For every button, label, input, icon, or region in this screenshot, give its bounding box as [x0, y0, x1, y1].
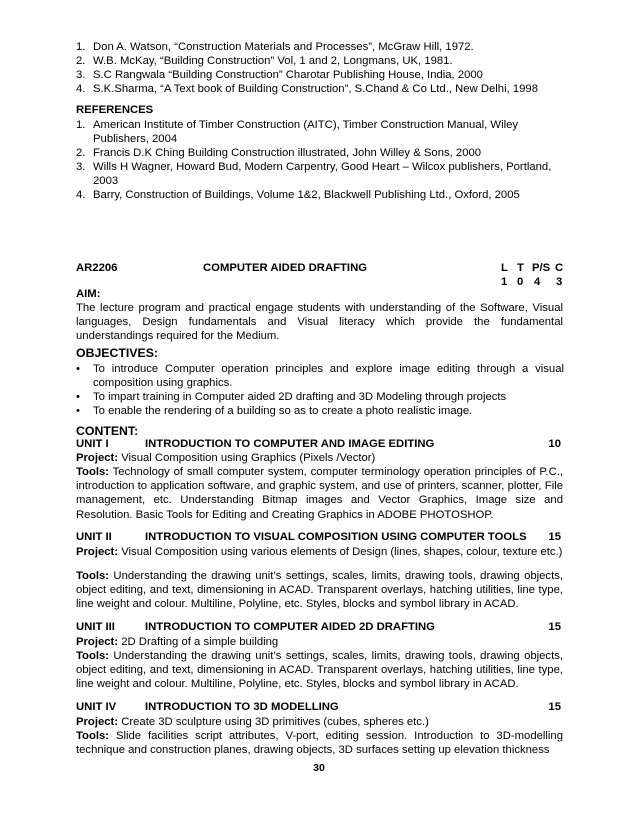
unit-tools: [76, 569, 563, 612]
tools-label: Tools:: [76, 650, 110, 662]
bullet-text: To enable the rendering of a building so as to create a photo realistic image.: [93, 405, 473, 417]
unit-title: INTRODUCTION TO COMPUTER AIDED 2D DRAFTING: [145, 621, 435, 633]
project-label: Project:: [76, 716, 119, 728]
list-text: Wills H Wagner, Howard Bud, Modern Carpentry, Good Heart – Wilcox publishers, Portland, 2003: [93, 161, 552, 187]
bullet-item: [76, 404, 564, 418]
unit-tools: [76, 649, 563, 692]
list-number: 2.: [76, 55, 86, 67]
list-item: [76, 146, 564, 160]
ltpc-value: 1: [501, 276, 508, 288]
project-text: Create 3D sculpture using 3D primitives (cubes, spheres etc.): [121, 716, 429, 728]
unit-number: UNIT I: [76, 438, 109, 450]
ltpc-label: T: [517, 262, 524, 274]
objectives-heading: OBJECTIVES:: [76, 346, 158, 360]
unit-number: UNIT II: [76, 531, 112, 543]
textbook-list: [76, 40, 564, 96]
unit-title: INTRODUCTION TO VISUAL COMPOSITION USING COMPUTER TOOLS: [145, 531, 527, 543]
list-text: S.C Rangwala “Building Construction” Charotar Publishing House, India, 2000: [93, 69, 483, 81]
references-list: [76, 118, 564, 202]
references-heading: REFERENCES: [76, 104, 154, 116]
unit-number: UNIT IV: [76, 701, 117, 713]
course-header: [76, 262, 563, 276]
list-number: 1.: [76, 41, 86, 53]
unit-header: [76, 701, 563, 715]
unit-hours: 10: [548, 438, 561, 450]
bullet-item: [76, 390, 564, 404]
bullet-text: To impart training in Computer aided 2D drafting and 3D Modeling through projects: [93, 391, 507, 403]
project-label: Project:: [76, 636, 119, 648]
bullet-icon: •: [76, 391, 80, 403]
unit-title: INTRODUCTION TO COMPUTER AND IMAGE EDITING: [145, 438, 435, 450]
page-number: 30: [313, 762, 325, 774]
list-item: [76, 82, 564, 96]
unit-header: [76, 438, 563, 452]
bullet-item: [76, 362, 564, 390]
unit-project: [76, 635, 563, 649]
tools-text: Technology of small computer system, computer terminology operation principles of P.C., introduction to application software, and graphic system, and use of printers, scanner, plotter, File management, etc. Understanding Bitmap images and Vector Graphics, Image size and Resolution. Basic Tools for Editing and Creating Graphics in ADOBE PHOTOSHOP.: [76, 466, 564, 521]
unit-number: UNIT III: [76, 621, 115, 633]
bullet-icon: •: [76, 363, 80, 375]
unit-tools: [76, 465, 563, 522]
tools-label: Tools:: [76, 570, 110, 582]
ltpc-label: C: [555, 262, 564, 274]
ltpc-value: 0: [517, 276, 524, 288]
list-item: [76, 68, 564, 82]
ltpc-label: P/S: [532, 262, 551, 274]
list-text: Barry, Construction of Buildings, Volume 1&2, Blackwell Publishing Ltd., Oxford, 2005: [93, 189, 520, 201]
unit-project: [76, 451, 563, 465]
unit-header: [76, 531, 563, 545]
list-number: 2.: [76, 147, 86, 159]
list-number: 3.: [76, 161, 86, 173]
list-number: 1.: [76, 119, 86, 131]
unit-header: [76, 621, 563, 635]
course-code: AR2206: [76, 262, 118, 274]
unit-hours: 15: [548, 531, 561, 543]
list-item: [76, 188, 564, 202]
list-item: [76, 40, 564, 54]
list-number: 4.: [76, 189, 86, 201]
list-text: American Institute of Timber Construction (AITC), Timber Construction Manual, Wiley Publishers, 2004: [93, 119, 519, 145]
list-number: 3.: [76, 69, 86, 81]
project-text: 2D Drafting of a simple building: [121, 636, 279, 648]
ltpc-value: 4: [534, 276, 541, 288]
unit-tools: [76, 729, 563, 757]
aim-text: The lecture program and practical engage students with understanding of the Software, Visual languages, Design fundamentals and Visual literacy which provide the fundamental understandings required for the Medium.: [76, 302, 563, 343]
project-label: Project:: [76, 546, 119, 558]
unit-hours: 15: [548, 701, 561, 713]
tools-label: Tools:: [76, 466, 110, 478]
project-label: Project:: [76, 452, 119, 464]
tools-text: Slide facilities script attributes, V-port, editing session. Introduction to 3D-modelling technique and construction planes, drawing objects, 3D surfaces setting up elevation thickness: [76, 730, 563, 757]
course-title: COMPUTER AIDED DRAFTING: [203, 262, 368, 274]
list-text: Francis D.K Ching Building Construction illustrated, John Willey & Sons, 2000: [93, 147, 482, 159]
objectives-list: [76, 362, 564, 418]
content-heading: CONTENT:: [76, 424, 139, 438]
tools-label: Tools:: [76, 730, 110, 742]
list-text: Don A. Watson, “Construction Materials and Processes”, McGraw Hill, 1972.: [93, 41, 474, 53]
unit-hours: 15: [548, 621, 561, 633]
ltpc-values: [76, 276, 563, 290]
project-text: Visual Composition using various elements of Design (lines, shapes, colour, texture etc.): [121, 546, 563, 558]
bullet-text: To introduce Computer operation principles and explore image editing through a visual composition using graphics.: [93, 363, 564, 389]
tools-text: Understanding the drawing unit’s settings, scales, limits, drawing tools, drawing objects, object editing, and text, dimensioning in ACAD. Transparent overlays, hatching utilities, line type, line weight and colour. Multiline, Polyline, etc. Styles, blocks and symbol library in ACAD.: [76, 650, 564, 691]
list-text: W.B. McKay, “Building Construction” Vol, 1 and 2, Longmans, UK, 1981.: [93, 55, 453, 67]
list-item: [76, 160, 564, 188]
tools-text: Understanding the drawing unit’s settings, scales, limits, drawing tools, drawing objects, object editing, and text, dimensioning in ACAD. Transparent overlays, hatching utilities, line type, line weight and colour. Multiline, Polyline, etc. Styles, blocks and symbol library in ACAD.: [76, 570, 564, 611]
bullet-icon: •: [76, 405, 80, 417]
list-text: S.K.Sharma, “A Text book of Building Construction”, S.Chand & Co Ltd., New Delhi, 1998: [93, 83, 538, 95]
project-text: Visual Composition using Graphics (Pixels /Vector): [121, 452, 376, 464]
aim-heading: AIM:: [76, 288, 101, 300]
ltpc-label: L: [501, 262, 508, 274]
list-number: 4.: [76, 83, 86, 95]
list-item: [76, 118, 564, 146]
unit-project: [76, 715, 563, 729]
unit-title: INTRODUCTION TO 3D MODELLING: [145, 701, 339, 713]
ltpc-value: 3: [556, 276, 563, 288]
unit-project: [76, 545, 563, 559]
list-item: [76, 54, 564, 68]
